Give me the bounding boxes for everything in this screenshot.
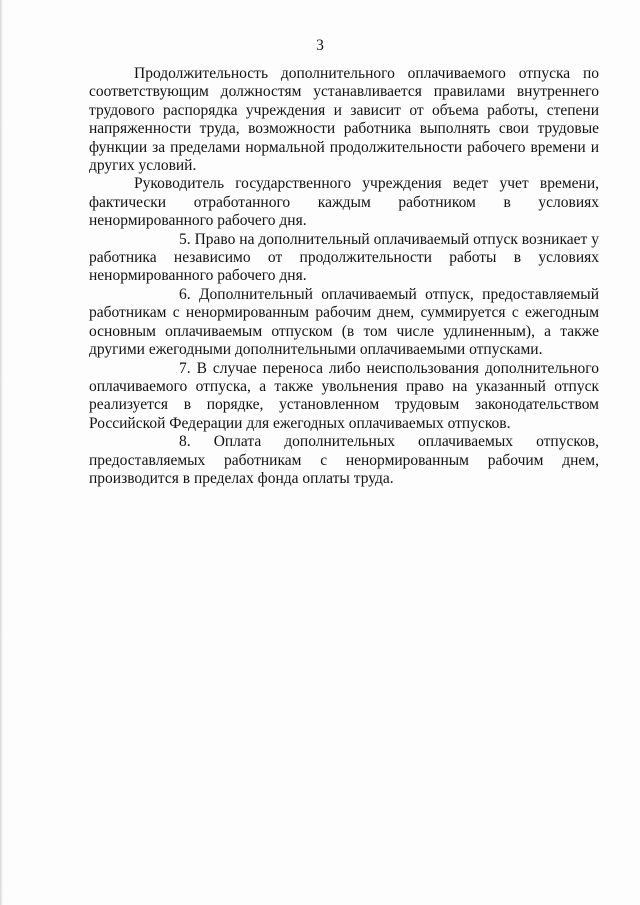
paragraph-text: Дополнительный оплачиваемый отпуск, предоставляемый работникам с ненормированным рабочим днем, суммируется с ежегодным основным оплачиваемым отпуском (в том числе удлиненным), а также другими ежегодными дополнительными оплачиваемыми отпусками. (89, 285, 599, 359)
paragraph-text: Продолжительность дополнительного оплачиваемого отпуска по соответствующим должностям устанавливается правилами внутреннего трудового распорядка учреждения и зависит от объема работы, степени напряженности труда, возможности работника выполнять свои трудовые функции за пределами нормальной продолжительности рабочего времени и других условий. (89, 65, 599, 175)
paragraph-item-6 (89, 286, 599, 360)
document-body (89, 65, 599, 488)
paragraph-accounting (89, 175, 599, 230)
page-number: 3 (316, 37, 324, 54)
paragraph-item-8 (89, 433, 599, 488)
item-number: 6. (179, 285, 191, 303)
paragraph-text: Оплата дополнительных оплачиваемых отпусков, предоставляемых работникам с ненормированным рабочим днем, производится в пределах фонда оплаты труда. (89, 433, 600, 487)
paragraph-item-7 (89, 360, 599, 434)
item-number: 8. (179, 433, 191, 451)
scan-edge (0, 0, 3, 905)
paragraph-duration (89, 65, 599, 175)
paragraph-text: Руководитель государственного учреждения ведет учет времени, фактически отработанного каждым работником в условиях ненормированного рабочего дня. (89, 175, 599, 230)
paragraph-text: Право на дополнительный оплачиваемый отпуск возникает у работника независимо от продолжительности работы в условиях ненормированного рабочего дня. (89, 230, 600, 285)
item-number: 5. (179, 230, 191, 248)
paragraph-text: В случае переноса либо неиспользования дополнительного оплачиваемого отпуска, а также увольнения право на указанный отпуск реализуется в порядке, установленном трудовым законодательством Российской Федерации для ежегодных оплачиваемых отпусков. (89, 359, 600, 432)
item-number: 7. (179, 359, 191, 377)
paragraph-item-5 (89, 231, 599, 286)
